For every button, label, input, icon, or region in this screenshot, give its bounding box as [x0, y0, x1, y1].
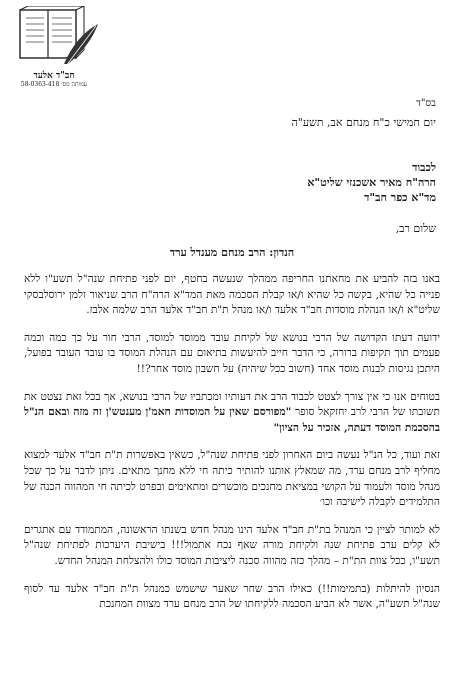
paragraph: ידועה דעתו הקדושה של הרבי בנושא של לקיחת עובד ממוסד למוסד, הרבי חור על כך כמה וכמה פעמים תוך תקיפות ברורה, כי הדבר חייב להיעשות בתיאום עם הנהלת המוסד בו עובד העובד בפועל, היתכן נגיסות לבנות מוסד אחד (חשוב ככל שיהיה) על חשבון מוסד אחר?!! [24, 331, 440, 375]
greeting: שלום רב, [395, 222, 436, 235]
letter-body [24, 272, 440, 625]
recipient-name: הרה"ח מאיר אשכנזי שליט"א [307, 176, 436, 189]
paragraph: הנסיון להיתלות (בתמימות!!) כאילו הרב שחר שאער שישמש כמנהל ת"ת חב"ד אלעד עד לסוף שנה"ל תשע"ה, אשר לא הביע הסכמה ללקיחתו של הרב מנחם ערד מצוות המחנכת [24, 582, 440, 611]
letterhead-name: חב"ד אלעד [33, 71, 75, 81]
paragraph: זאת ועוד, כל הנ"ל נעשה ביום האחרון לפני פתיחת שנה"ל, כשאין באפשרות ת"ת חב"ד אלעד למצוא מחליף לרב מנחם ערד, מה שמאלץ אותנו להותיר כיתה חי ללא מחנך מתאים. ניתן לדבר על כך שכל מנהל מוסד ולעמוד על הקושי במציאת מחנכים מוכשרים ומתאימים ובפרט לכיתה חי המהווה הכנה של התלמידים לקבלה לישיבה וכו׳ [24, 449, 440, 509]
letter-date: יום חמישי כ"ח מנחם אב, תשע"ה [291, 116, 436, 129]
bsd-mark: בס"ד [416, 98, 436, 109]
paragraph: לא למותר לציין כי המנהל בת"ת חב"ד אלעד הינו מנהל חדש בשנתו הראשונה, המתמודד עם אתגרים לא קלים ערב פתיחת שנה ולקיחת מורה שאף נכח אתמול!!! בישיבת היערכות לפתיחת שנה"ל תשע"ו, ככל צוות הת"ת – מהלך כזה מהווה סכנה ליציבות המוסד כולו ולהצלחת המנהל החדש. [24, 523, 440, 567]
recipient-to: לכבוד [412, 161, 436, 174]
recipient-role: מד"א כפר חב"ד [364, 191, 436, 204]
paragraph: באנו בזה להביע את מחאתנו החריפה ממהלך שנעשה בחטף, יום לפני פתיחת שנה"ל תשע"ו ללא פנייה כל שהיא, בקשה כל שהיא ו/או קבלת הסכמה מאת המד"א הרה"ח הרב שניאור זלמן ירוסלבסקי שליט"א ו/או הנהלת מוסדות חב"ד אלעד ו/או מנהל ת"ת חב"ד אלעד הרב שלמה אלבז. [24, 273, 440, 317]
torah-scroll-building-icon [6, 6, 102, 70]
letterhead-registration: עמותה מס׳ 58-0363-418 [20, 81, 88, 88]
recipient-block [136, 160, 436, 205]
paragraph-text: בטוחים אנו כי אין צורך לצטט לכבוד הרב את דעותיו ומכתביו של הרבי בנושא, אך בכל זאת נצטט את תשובתו של הרבי לרב יחזקאל סופר [24, 390, 440, 419]
paragraph-quote: "מפורסם שאין על המוסדות חאמ'ן מענטש'ן זה מזה ובאם הנ"ל בהסכמת המוסד דעתה, אזכיר על הציון" [24, 406, 440, 434]
paragraph [24, 390, 440, 437]
letter-subject: הנדון: הרב מנחם מענדל ערד [169, 246, 295, 259]
letterhead-logo [6, 6, 102, 88]
